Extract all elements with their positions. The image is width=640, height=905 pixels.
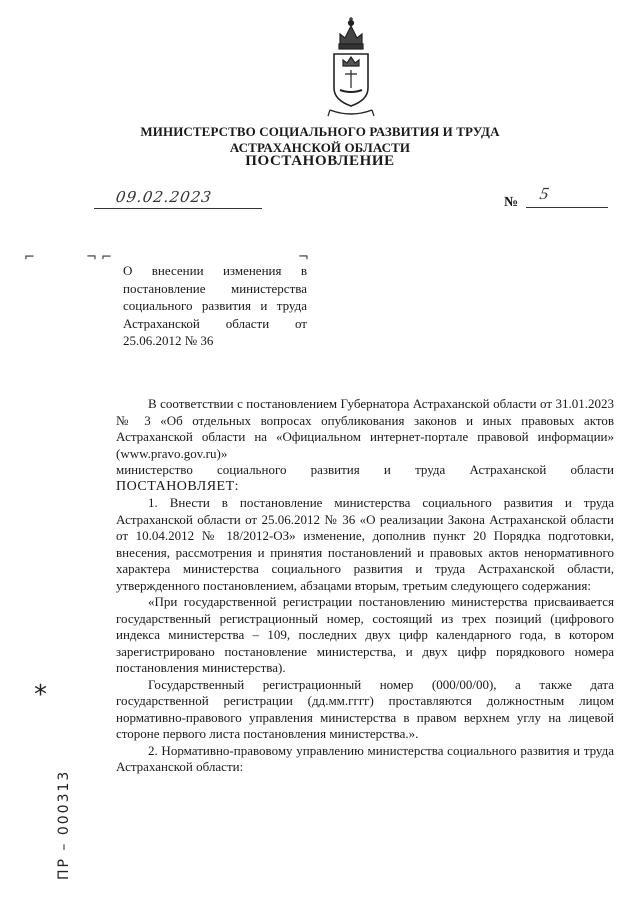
ministry-name <box>0 124 640 156</box>
paragraph-resolves: ПОСТАНОВЛЯЕТ: <box>116 478 240 494</box>
document-body <box>116 396 614 776</box>
document-type: ПОСТАНОВЛЕНИЕ <box>245 153 395 169</box>
corner-mark-mid: ¬ ⌐ <box>86 250 112 265</box>
paragraph-quote-1: «При государственной регистрации постановлению министерства присваивается государственный регистрационный номер, состоящий из трех позиций (цифрового индекса министерства – 109, последних двух цифр календарного года, в котором зарегистрировано постановление министерства, и двух цифр порядкового номера постановления министерства). <box>116 594 614 675</box>
corner-mark-left: ⌐ <box>24 250 35 265</box>
registration-stamp: ПР – 000313 <box>56 769 72 880</box>
corner-mark-right: ¬ <box>298 250 309 265</box>
ministry-line-2: АСТРАХАНСКОЙ ОБЛАСТИ <box>229 140 411 155</box>
paragraph-quote-2: Государственный регистрационный номер (000/00/00), а также дата государственной регистрации (дд.мм.гггг) проставляются должностным лицом нормативно-правового управления министерства в правом верхнем углу на лицевой стороне первого листа постановления министерства.». <box>116 676 614 741</box>
paragraph-item-2: 2. Нормативно-правовому управлению министерства социального развития и труда Астраханской области: <box>116 742 614 774</box>
paragraph-item-1: 1. Внести в постановление министерства социального развития и труда Астраханской области от 25.06.2012 № 36 «О реализации Закона Астраханской области от 10.04.2012 № 18/2012-ОЗ» изменение, дополнив пункт 20 Порядка подготовки, внесения, рассмотрения и принятия постановлений и правовых актов ненормативного характера министерства социального развития и труда Астраханской области, утвержденного постановлением, абзацами вторым, третьим следующего содержания: <box>116 495 614 593</box>
number-sign: № <box>504 195 519 210</box>
asterisk-mark: * <box>34 680 47 710</box>
ministry-line-1: МИНИСТЕРСТВО СОЦИАЛЬНОГО РАЗВИТИЯ И ТРУДА <box>140 124 500 139</box>
document-date: 09.02.2023 <box>114 188 214 206</box>
paragraph-basis: В соответствии с постановлением Губернатора Астраханской области от 31.01.2023 № 3 «Об отдельных вопросах опубликования законов и иных правовых актов Астраханской области на «Официальном интернет-портале правовой информации» (www.pravo.gov.ru)» <box>116 396 614 461</box>
document-subject: О внесении изменения в постановление министерства социального развития и труда Астраханской области от 25.06.2012 № 36 <box>123 263 307 348</box>
paragraph-ministry: министерство социального развития и труда Астраханской области <box>116 462 614 477</box>
astrakhan-coat-of-arms-icon <box>326 14 376 122</box>
document-number: 5 <box>538 184 551 203</box>
